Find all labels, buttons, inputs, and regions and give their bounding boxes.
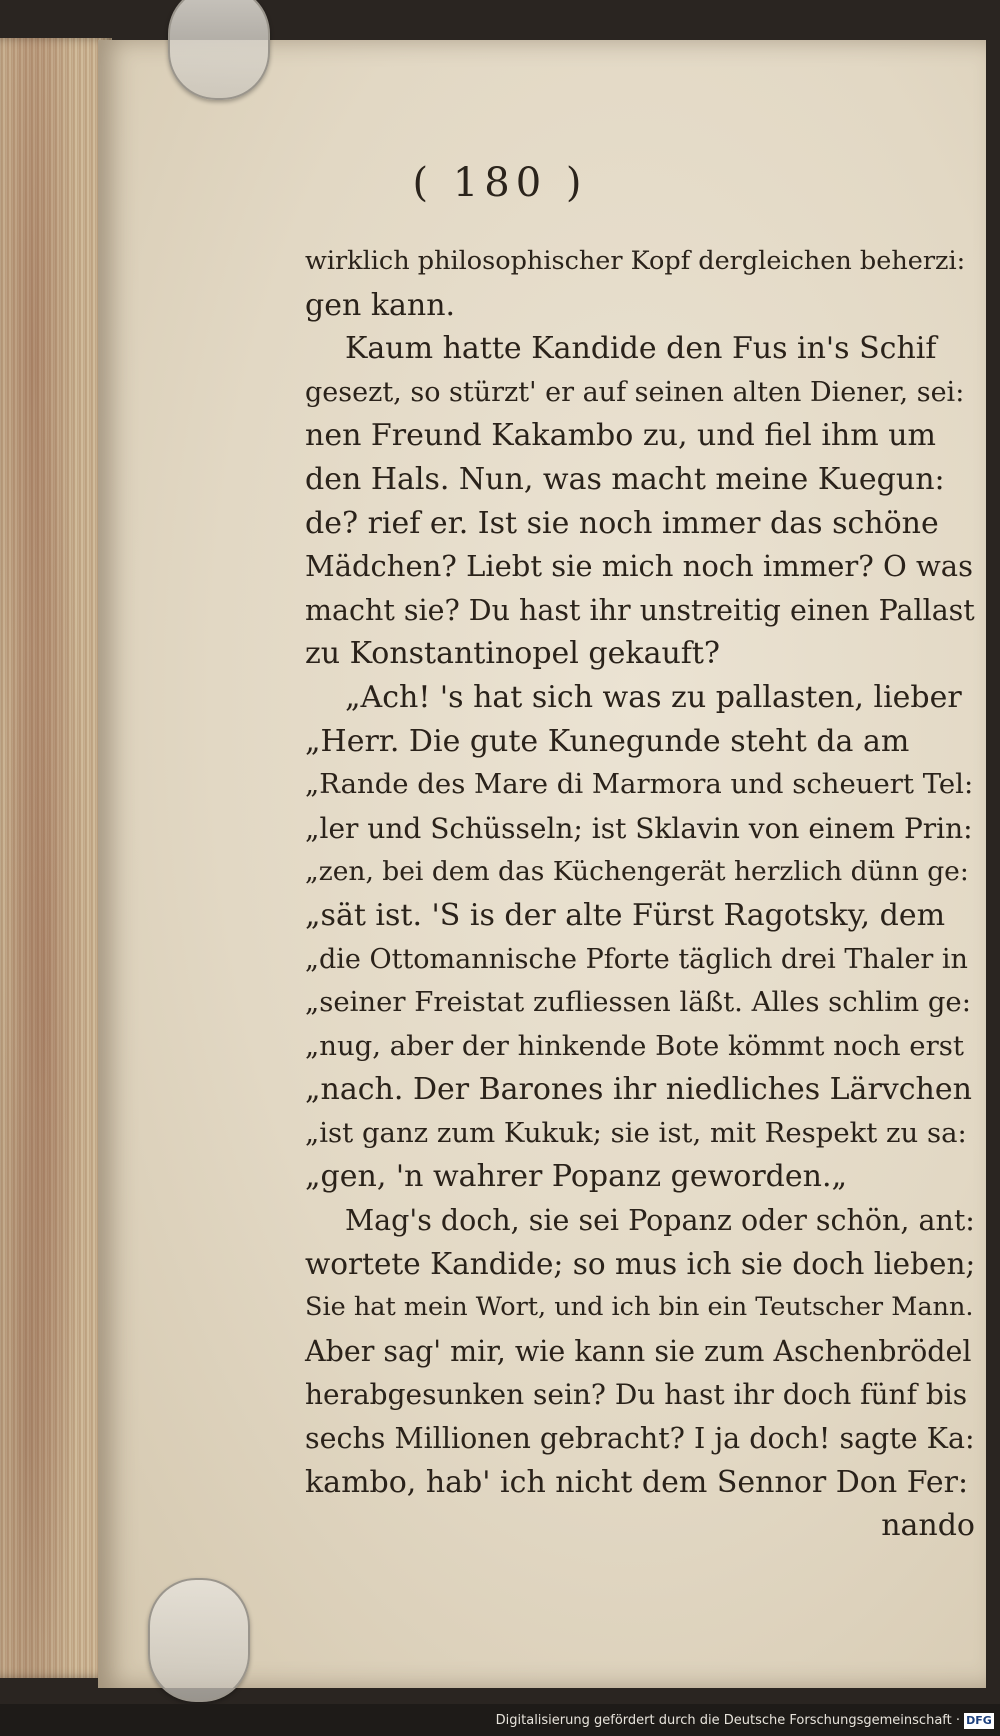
text-line: wirklich philosophischer Kopf dergleichen beherzi: bbox=[305, 246, 966, 276]
text-line: gen kann. bbox=[305, 287, 456, 323]
text-line: „ist ganz zum Kukuk; sie ist, mit Respekt zu sa: bbox=[305, 1116, 967, 1149]
text-line: wortete Kandide; so mus ich sie doch lieben; bbox=[305, 1246, 976, 1281]
text-line: sechs Millionen gebracht? I ja doch! sagte Ka: bbox=[305, 1422, 975, 1456]
text-line: zu Konstantinopel gekauft? bbox=[305, 636, 721, 672]
text-line: kambo, hab' ich nicht dem Sennor Don Fer: bbox=[305, 1464, 969, 1500]
text-line: macht sie? Du hast ihr unstreitig einen Pallast bbox=[305, 593, 975, 627]
book-page-edges bbox=[0, 38, 112, 1678]
text-line: „nach. Der Barones ihr niedliches Lärvchen bbox=[305, 1072, 972, 1108]
text-line: Mag's doch, sie sei Popanz oder schön, ant: bbox=[345, 1204, 975, 1238]
text-line: „Herr. Die gute Kunegunde steht da am bbox=[305, 723, 910, 759]
footer-bar bbox=[0, 1704, 1000, 1736]
text-line: „Ach! 's hat sich was zu pallasten, lieber bbox=[345, 679, 962, 715]
text-line: gesezt, so stürzt' er auf seinen alten Diener, sei: bbox=[305, 376, 965, 408]
text-line: „Rande des Mare di Marmora und scheuert Tel: bbox=[305, 768, 974, 801]
page-text bbox=[305, 240, 975, 1548]
text-line: „gen, 'n wahrer Popanz geworden.„ bbox=[305, 1159, 848, 1195]
text-line: Kaum hatte Kandide den Fus in's Schif bbox=[345, 331, 937, 367]
text-line: Sie hat mein Wort, und ich bin ein Teutscher Mann. bbox=[305, 1292, 974, 1323]
text-line: herabgesunken sein? Du hast ihr doch fünf bis bbox=[305, 1378, 968, 1412]
text-line: den Hals. Nun, was macht meine Kuegun: bbox=[305, 461, 945, 497]
page-clip-bottom bbox=[148, 1578, 250, 1702]
text-line: „die Ottomannische Pforte täglich drei Thaler in bbox=[305, 943, 968, 975]
page-number: ( 180 ) bbox=[412, 160, 588, 206]
text-line: nen Freund Kakambo zu, und fiel ihm um bbox=[305, 418, 936, 454]
footer-credit: Digitalisierung gefördert durch die Deutsche Forschungsgemeinschaft · bbox=[495, 1713, 960, 1728]
catchword: nando bbox=[881, 1508, 975, 1544]
text-line: Mädchen? Liebt sie mich noch immer? O was bbox=[305, 549, 973, 584]
text-line: „sät ist. 'S is der alte Fürst Ragotsky, dem bbox=[305, 897, 946, 933]
page-clip-top bbox=[168, 0, 270, 100]
text-line: „nug, aber der hinkende Bote kömmt noch erst bbox=[305, 1029, 964, 1062]
dfg-logo-icon: DFG bbox=[964, 1713, 994, 1729]
text-line: de? rief er. Ist sie noch immer das schöne bbox=[305, 505, 939, 541]
text-line: „zen, bei dem das Küchengerät herzlich dünn ge: bbox=[305, 856, 969, 888]
text-line: Aber sag' mir, wie kann sie zum Aschenbrödel bbox=[305, 1334, 972, 1368]
text-line: „seiner Freistat zufliessen läßt. Alles schlim ge: bbox=[305, 986, 971, 1019]
text-line: „ler und Schüsseln; ist Sklavin von einem Prin: bbox=[305, 811, 973, 845]
